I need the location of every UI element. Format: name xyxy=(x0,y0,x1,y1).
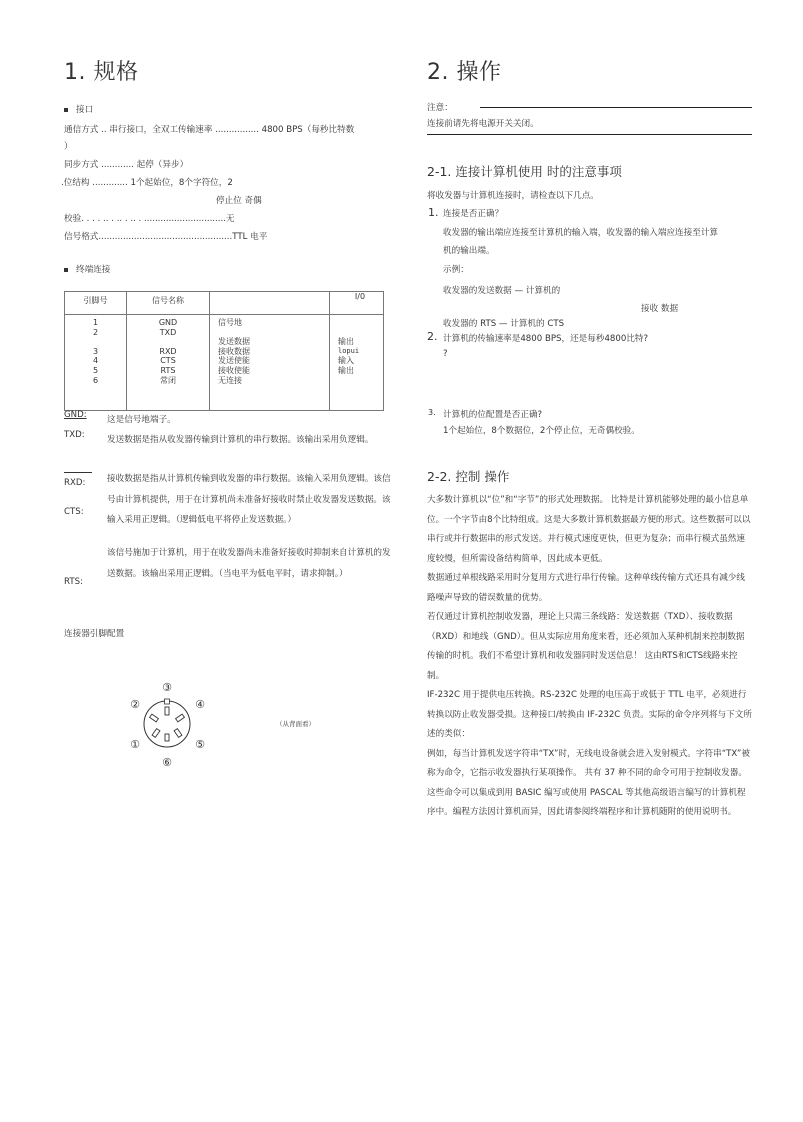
pin-6: 6 xyxy=(92,375,99,385)
table-row xyxy=(65,315,384,411)
bullet-icon xyxy=(64,268,68,272)
rts-label: RTS: xyxy=(64,577,83,587)
pin-label-5: ⑤ xyxy=(195,738,205,751)
connector-caption: （从背面看） xyxy=(276,720,315,728)
name-gnd: GND xyxy=(158,318,178,327)
desc-1: 信号地 xyxy=(218,318,242,327)
comm-line-2: ） xyxy=(64,142,73,152)
pin-slot-3 xyxy=(165,707,169,715)
io-txd: 输出 xyxy=(338,337,354,347)
s22-paragraph: IF-232C 用于提供电压转换。RS-232C 处理的电压高于或低于 TTL 电平，必须进行转换以防止收发器受损。这种接口/转换由 IF-232C 负责。实际的命令序列将与下文所述的类似： xyxy=(427,690,752,739)
s22-paragraph: 大多数计算机以“位”和“字节”的形式处理数据。 比特是计算机能够处理的最小信息单位。一个字节由8个比特组成。这是大多数计算机数据最方便的形式。这些数据可以以串行或并行数据串的形式发送。并行模式速度更快，但更为复杂；而串行模式虽然速度较慢，但所需设备结构简单，因此成本更低。 xyxy=(427,495,751,564)
q1-number: 1. xyxy=(428,206,439,219)
section-1-title: 1. 规格 xyxy=(64,60,139,85)
terminal-heading xyxy=(64,264,110,276)
q3-text: 计算机的位配置是否正确? xyxy=(443,410,543,420)
rxd-text: 接收数据是指从计算机传输到收发器的串行数据。该输入采用负逻辑。该信号由计算机提供，用于在计算机尚未准备好接收时禁止收发器发送数据。该输入采用正逻辑。（逻辑低电平将停止发送数据。） xyxy=(107,474,391,525)
pin-3: 3 xyxy=(92,346,99,356)
pin-label-4: ④ xyxy=(195,698,205,711)
desc-6: 无连接 xyxy=(218,375,242,385)
connector-outline xyxy=(144,701,190,747)
connector-heading: 连接器引脚配置 xyxy=(64,629,125,639)
pin-label-3: ③ xyxy=(162,681,172,694)
q3-number: 3. xyxy=(428,408,436,417)
note-rule-bottom xyxy=(427,134,752,135)
pin-table xyxy=(64,291,384,411)
pin-1: 1 xyxy=(92,318,99,327)
interface-heading xyxy=(64,104,93,116)
name-col xyxy=(127,315,210,411)
q1-text: 连接是否正确？ xyxy=(443,209,504,219)
s21-intro: 将收发器与计算机连接时，请检查以下几点。 xyxy=(427,191,599,201)
name-cts: CTS xyxy=(160,356,176,366)
q2-tail: ? xyxy=(443,349,448,359)
example-3: 收发器的 RTS — 计算机的 CTS xyxy=(443,319,565,329)
desc-2: 发送数据 xyxy=(218,337,250,347)
pin-slot-2 xyxy=(150,714,159,722)
pin-label-6: ⑥ xyxy=(162,756,172,769)
s22-paragraph: 若仅通过计算机控制收发器，理论上只需三条线路：发送数据（TXD）、接收数据（RXD）和地线（GND）。但从实际应用角度来看，还必须加入某种机制来控制数据传输的时机。我们不希望计算机和收发器同时发送信息！ 这由RTS和CTS线路来控制。 xyxy=(427,612,745,681)
s21-heading: 2-1. 连接计算机使用 时的注意事项 xyxy=(427,164,622,179)
example-1: 收发器的发送数据 — 计算机的 xyxy=(443,286,561,296)
s22-body xyxy=(427,491,753,823)
q1-answer-b: 机的输出端。 xyxy=(443,246,495,256)
note-text: 连接前请先将电源开关关闭。 xyxy=(427,119,539,129)
q3-answer: 1个起始位，8个数据位，2个停止位，无奇偶校验。 xyxy=(443,426,640,436)
desc-col xyxy=(210,315,330,411)
io-cts: 输入 xyxy=(338,356,354,366)
example-2: 接收 数据 xyxy=(641,304,679,314)
txd-text: 发送数据是指从收发器传输到计算机的串行数据。该输出采用负逻辑。 xyxy=(107,435,374,445)
name-txd: TXD xyxy=(159,327,177,337)
q2-text: 计算机的传输速率是4800 BPS，还是每秒4800比特? xyxy=(443,334,649,344)
bullet-icon xyxy=(64,108,68,112)
io-rts: 输出 xyxy=(338,365,354,375)
struct-line-2: 停止位 奇偶 xyxy=(216,196,262,206)
pin-slot-5 xyxy=(174,729,182,738)
note-label: 注意： xyxy=(427,103,453,113)
pin-label-2: ② xyxy=(130,698,140,711)
col-header-signal: 信号名称 xyxy=(127,292,210,315)
gnd-text: 这是信号地端子。 xyxy=(107,415,176,425)
col-header-desc xyxy=(210,292,330,315)
gnd-label: GND: xyxy=(64,410,87,420)
pin-label-1: ① xyxy=(130,738,140,751)
s22-paragraph: 数据通过单根线路采用时分复用方式进行串行传输。这种单线传输方式还具有减少线路噪声导致的错误数量的优势。 xyxy=(427,573,745,603)
name-nc: 常闭 xyxy=(160,375,176,385)
comm-line: 通信方式 .. 串行接口，全双工传输速率 ................ 4800 BPS（每秒比特数 xyxy=(64,125,355,135)
desc-5: 接收使能 xyxy=(218,365,250,375)
table-header-row xyxy=(65,292,384,315)
terminal-heading-text: 终端连接 xyxy=(76,265,111,275)
name-rxd: RXD xyxy=(159,346,177,356)
interface-heading-text: 接口 xyxy=(76,105,94,115)
divider xyxy=(64,472,92,473)
txd-label: TXD: xyxy=(64,430,85,440)
desc-4: 发送使能 xyxy=(218,356,250,366)
note-rule xyxy=(480,107,752,108)
q2-number: 2. xyxy=(427,330,438,343)
name-rts: RTS xyxy=(160,365,176,375)
sync-line: 同步方式 ............ 起停（异步） xyxy=(64,160,189,170)
din-connector-diagram xyxy=(122,676,212,772)
s22-paragraph: 例如，每当计算机发送字符串“TX”时，无线电设备就会进入发射模式。字符串“TX”被称为命令，它指示收发器执行某项操作。 共有 37 种不同的命令可用于控制收发器。这些命令可以集成到用 BASIC 编写或使用 PASCAL 等其他高级语言编写的计算机程序中。编程方法因计算机而异，因此请参阅终端程序和计算机随附的使用说明书。 xyxy=(427,748,750,817)
rts-text: 该信号施加于计算机，用于在收发器尚未准备好接收时抑制来自计算机的发送数据。该输出采用正逻辑。（当电平为低电平时，请求抑制。） xyxy=(107,548,391,579)
pin-4: 4 xyxy=(92,356,99,366)
desc-3: 接收数据 xyxy=(218,346,250,356)
struct-line: .位结构 ............. 1个起始位，8个字符位，2 xyxy=(61,178,233,188)
example-label: 示例： xyxy=(443,265,469,275)
col-header-io: I/0 xyxy=(330,292,384,315)
pin-slot-6 xyxy=(165,734,169,741)
pin-col xyxy=(65,315,127,411)
rxd-label: RXD: xyxy=(64,478,86,488)
connector-key xyxy=(165,699,170,704)
col-header-pin: 引脚号 xyxy=(65,292,127,315)
parity-line: 校验. . . . .. . .. . .. . ..............................无 xyxy=(64,214,235,224)
pin-2: 2 xyxy=(92,327,99,337)
s22-heading: 2-2. 控制 操作 xyxy=(427,469,510,484)
pin-table-wrap xyxy=(64,291,384,411)
q1-answer-a: 收发器的输出端应连接至计算机的输入端，收发器的输入端应连接至计算 xyxy=(443,228,719,238)
signal-line: 信号格式.................................................TTL 电平 xyxy=(64,232,268,242)
cts-label: CTS: xyxy=(64,507,84,517)
pin-slot-4 xyxy=(176,714,185,722)
io-col xyxy=(330,315,384,411)
pin-5: 5 xyxy=(92,365,99,375)
pin-slot-1 xyxy=(152,729,160,738)
section-2-title: 2. 操作 xyxy=(427,60,502,85)
io-rxd: lopui xyxy=(338,346,360,355)
